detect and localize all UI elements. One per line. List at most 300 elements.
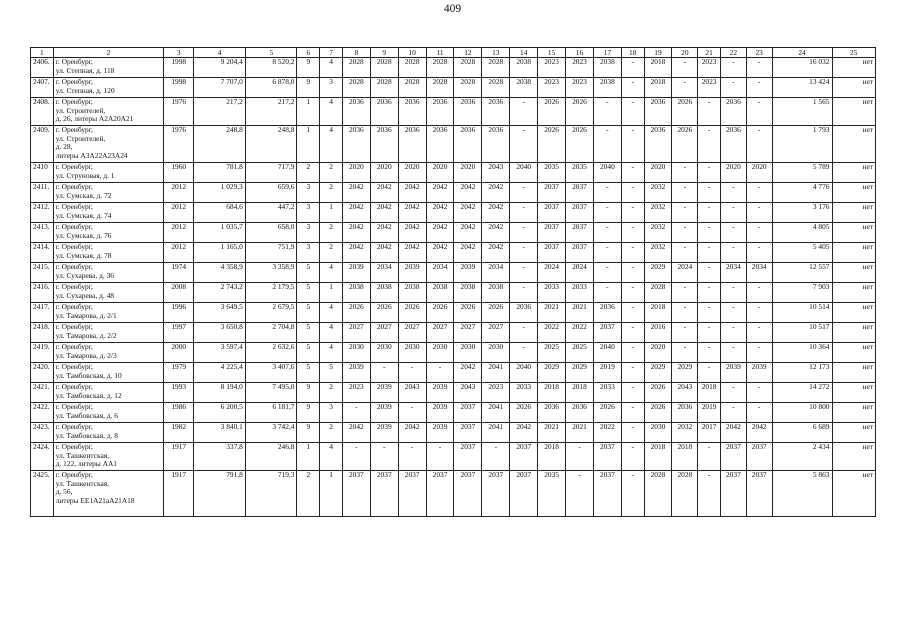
table-cell: 2038 bbox=[510, 58, 538, 78]
table-cell: 2026 bbox=[644, 383, 672, 403]
table-cell: 2030 bbox=[426, 343, 454, 363]
address-line: ул. Степная, д. 120 bbox=[55, 85, 115, 95]
table-cell: - bbox=[398, 403, 426, 423]
address-cell bbox=[53, 183, 164, 203]
table-cell: 5 789 bbox=[772, 163, 832, 183]
table-cell: - bbox=[672, 283, 698, 303]
table-cell: 719,3 bbox=[245, 471, 297, 517]
table-cell: 2 179,5 bbox=[245, 283, 297, 303]
table-cell: нет bbox=[832, 243, 876, 263]
table-cell: 4 bbox=[320, 343, 343, 363]
address-line: г. Оренбург, bbox=[55, 57, 93, 66]
table-cell: - bbox=[720, 343, 746, 363]
table-cell: - bbox=[698, 183, 721, 203]
table-cell: 2020 bbox=[720, 163, 746, 183]
table-cell: - bbox=[621, 303, 644, 323]
table-cell: 1976 bbox=[164, 126, 194, 163]
table-cell: нет bbox=[832, 126, 876, 163]
table-cell: 3 358,9 bbox=[245, 263, 297, 283]
table-cell: 2033 bbox=[593, 383, 621, 403]
table-cell: нет bbox=[832, 383, 876, 403]
table-cell: нет bbox=[832, 78, 876, 98]
address-cell bbox=[53, 78, 164, 98]
address-line: г. Оренбург, bbox=[55, 282, 93, 291]
table-cell: 2036 bbox=[454, 98, 482, 126]
table-cell: 2039 bbox=[370, 423, 398, 443]
address-cell bbox=[53, 203, 164, 223]
column-header: 3 bbox=[164, 48, 194, 58]
table-cell: 2036 bbox=[398, 126, 426, 163]
table-cell: 9 204,4 bbox=[194, 58, 246, 78]
table-cell: 658,0 bbox=[245, 223, 297, 243]
table-cell: - bbox=[698, 471, 721, 517]
table-cell: 7 495,0 bbox=[245, 383, 297, 403]
table-cell: 2012 bbox=[164, 223, 194, 243]
row-number-cell: 2422. bbox=[31, 403, 54, 423]
table-cell: 248,8 bbox=[194, 126, 246, 163]
table-cell: 2039 bbox=[426, 403, 454, 423]
table-cell: 2018 bbox=[538, 383, 566, 403]
address-line: ул. Струновая, д. 1 bbox=[55, 170, 115, 180]
table-cell: 2034 bbox=[482, 263, 510, 283]
table-cell: 10 364 bbox=[772, 343, 832, 363]
table-cell: 2028 bbox=[644, 283, 672, 303]
address-line: ул. Тамбовская, д. 8 bbox=[55, 430, 118, 440]
address-cell bbox=[53, 303, 164, 323]
table-cell: 5 bbox=[297, 323, 320, 343]
table-cell: 2032 bbox=[644, 183, 672, 203]
row-number-cell: 2411. bbox=[31, 183, 54, 203]
table-row bbox=[31, 223, 876, 243]
table-cell: - bbox=[398, 443, 426, 471]
table-cell: - bbox=[510, 126, 538, 163]
table-cell: 2028 bbox=[482, 78, 510, 98]
table-row bbox=[31, 126, 876, 163]
table-cell: 2026 bbox=[644, 403, 672, 423]
table-cell: - bbox=[510, 223, 538, 243]
table-cell: 4 225,4 bbox=[194, 363, 246, 383]
table-cell: - bbox=[698, 243, 721, 263]
table-cell: - bbox=[510, 98, 538, 126]
table-cell: - bbox=[621, 183, 644, 203]
table-cell: 2037 bbox=[454, 403, 482, 423]
table-cell: 2026 bbox=[672, 98, 698, 126]
table-cell: 2028 bbox=[672, 471, 698, 517]
table-cell: 2028 bbox=[426, 58, 454, 78]
row-number-cell: 2413. bbox=[31, 223, 54, 243]
table-cell: 2018 bbox=[644, 303, 672, 323]
table-cell: 2042 bbox=[482, 243, 510, 263]
table-cell: 2012 bbox=[164, 243, 194, 263]
table-cell: 3 649,5 bbox=[194, 303, 246, 323]
table-cell: - bbox=[426, 363, 454, 383]
column-header: 21 bbox=[698, 48, 721, 58]
table-cell: 2 bbox=[297, 163, 320, 183]
table-cell: 2 704,8 bbox=[245, 323, 297, 343]
table-cell: 5 bbox=[297, 283, 320, 303]
address-line: ул. Тамарова, д. 2/3 bbox=[55, 350, 117, 360]
table-cell: 2039 bbox=[370, 383, 398, 403]
table-cell: 9 bbox=[297, 383, 320, 403]
table-cell: 2026 bbox=[426, 303, 454, 323]
table-cell: - bbox=[746, 383, 772, 403]
table-cell: 248,8 bbox=[245, 126, 297, 163]
address-line: г. Оренбург, bbox=[55, 470, 93, 479]
table-cell: - bbox=[621, 443, 644, 471]
table-cell: 2042 bbox=[370, 243, 398, 263]
table-cell: 2026 bbox=[672, 126, 698, 163]
table-cell: 684,6 bbox=[194, 203, 246, 223]
table-cell: нет bbox=[832, 423, 876, 443]
table-cell: 5 bbox=[297, 343, 320, 363]
table-cell: 2042 bbox=[482, 223, 510, 243]
address-line: г. Оренбург, bbox=[55, 362, 93, 371]
table-cell: 2030 bbox=[482, 343, 510, 363]
table-cell: 2027 bbox=[454, 323, 482, 343]
table-cell: - bbox=[698, 443, 721, 471]
column-header: 10 bbox=[398, 48, 426, 58]
table-cell: 2026 bbox=[538, 126, 566, 163]
table-cell: 2038 bbox=[593, 58, 621, 78]
row-number-cell: 2424. bbox=[31, 443, 54, 471]
table-cell: 1998 bbox=[164, 58, 194, 78]
table-cell: 2043 bbox=[482, 163, 510, 183]
table-cell: - bbox=[593, 98, 621, 126]
table-cell: 2026 bbox=[370, 303, 398, 323]
table-cell: 2018 bbox=[698, 383, 721, 403]
table-cell: - bbox=[720, 243, 746, 263]
table-cell: - bbox=[672, 163, 698, 183]
table-cell: 2020 bbox=[454, 163, 482, 183]
column-header: 7 bbox=[320, 48, 343, 58]
table-cell: - bbox=[672, 323, 698, 343]
table-cell: 2037 bbox=[454, 423, 482, 443]
table-cell: 2043 bbox=[672, 383, 698, 403]
table-cell: 2036 bbox=[454, 126, 482, 163]
table-cell: 2028 bbox=[644, 471, 672, 517]
table-cell: 2042 bbox=[454, 203, 482, 223]
table-cell: 2034 bbox=[370, 263, 398, 283]
table-cell: 2038 bbox=[593, 78, 621, 98]
table-cell: нет bbox=[832, 323, 876, 343]
table-cell: 2037 bbox=[538, 203, 566, 223]
address-line: г. Оренбург, bbox=[55, 97, 93, 106]
table-cell: 1 029,3 bbox=[194, 183, 246, 203]
table-cell: 2012 bbox=[164, 183, 194, 203]
table-cell: 4 bbox=[320, 323, 343, 343]
table-cell: 2037 bbox=[566, 223, 594, 243]
table-cell: 2042 bbox=[482, 183, 510, 203]
column-header: 18 bbox=[621, 48, 644, 58]
table-cell: 2039 bbox=[370, 403, 398, 423]
table-cell: 1996 bbox=[164, 303, 194, 323]
address-cell bbox=[53, 383, 164, 403]
row-number-cell: 2417. bbox=[31, 303, 54, 323]
table-cell: 2039 bbox=[398, 263, 426, 283]
table-cell: 2000 bbox=[164, 343, 194, 363]
table-cell: 2023 bbox=[482, 383, 510, 403]
address-cell bbox=[53, 223, 164, 243]
table-cell: - bbox=[672, 78, 698, 98]
address-line: д. 56, bbox=[55, 487, 73, 497]
address-line: г. Оренбург, bbox=[55, 422, 93, 431]
table-cell: 6 200,5 bbox=[194, 403, 246, 423]
table-cell: 9 bbox=[297, 78, 320, 98]
table-cell: 2042 bbox=[342, 423, 370, 443]
table-cell: 2020 bbox=[342, 163, 370, 183]
table-cell: 2030 bbox=[342, 343, 370, 363]
page-number: 409 bbox=[443, 3, 462, 15]
table-cell: 2026 bbox=[566, 98, 594, 126]
table-cell: - bbox=[698, 126, 721, 163]
table-cell: - bbox=[746, 303, 772, 323]
table-cell: 2012 bbox=[164, 203, 194, 223]
column-header: 4 bbox=[194, 48, 246, 58]
address-line: г. Оренбург, bbox=[55, 242, 93, 251]
table-cell: 1 bbox=[320, 471, 343, 517]
table-cell: 3 597,4 bbox=[194, 343, 246, 363]
table-cell: - bbox=[672, 343, 698, 363]
table-cell: 1 bbox=[297, 443, 320, 471]
address-line: г. Оренбург, bbox=[55, 77, 93, 86]
table-cell: - bbox=[593, 223, 621, 243]
table-cell: 2043 bbox=[454, 383, 482, 403]
address-cell bbox=[53, 363, 164, 383]
address-line: ул. Тамбовская, д. 6 bbox=[55, 410, 118, 420]
table-cell: - bbox=[698, 343, 721, 363]
table-cell: 2019 bbox=[593, 363, 621, 383]
address-cell bbox=[53, 58, 164, 78]
table-cell: 5 bbox=[297, 263, 320, 283]
table-row bbox=[31, 383, 876, 403]
address-cell bbox=[53, 243, 164, 263]
table-cell: 2042 bbox=[398, 183, 426, 203]
table-cell: - bbox=[621, 78, 644, 98]
table-cell: - bbox=[672, 183, 698, 203]
table-cell: - bbox=[746, 78, 772, 98]
table-cell: 4 776 bbox=[772, 183, 832, 203]
table-row bbox=[31, 403, 876, 423]
table-cell: 717,9 bbox=[245, 163, 297, 183]
table-cell: 2042 bbox=[342, 243, 370, 263]
table-cell: 2020 bbox=[644, 343, 672, 363]
table-cell: 2036 bbox=[720, 126, 746, 163]
table-cell: 1 bbox=[320, 283, 343, 303]
table-cell: - bbox=[698, 203, 721, 223]
row-number-cell: 2406. bbox=[31, 58, 54, 78]
table-cell: 2042 bbox=[746, 423, 772, 443]
table-cell: 2037 bbox=[720, 471, 746, 517]
table-cell: 12 173 bbox=[772, 363, 832, 383]
table-cell: 2023 bbox=[538, 58, 566, 78]
table-cell: 2024 bbox=[672, 263, 698, 283]
table-cell: 2042 bbox=[426, 203, 454, 223]
table-cell: 2037 bbox=[510, 471, 538, 517]
table-cell: - bbox=[720, 203, 746, 223]
address-line: ул. Строителей, bbox=[55, 105, 106, 115]
table-cell: - bbox=[621, 58, 644, 78]
table-cell: 2028 bbox=[370, 58, 398, 78]
address-line: г. Оренбург, bbox=[55, 125, 93, 134]
table-cell: 2042 bbox=[398, 423, 426, 443]
address-line: г. Оренбург, bbox=[55, 382, 93, 391]
table-cell: 2035 bbox=[538, 163, 566, 183]
table-cell: 1979 bbox=[164, 363, 194, 383]
table-cell: 2 434 bbox=[772, 443, 832, 471]
table-cell: 2 bbox=[320, 243, 343, 263]
table-cell: 2 bbox=[297, 471, 320, 517]
table-cell: 8 194,0 bbox=[194, 383, 246, 403]
address-line: ул. Сумская, д. 74 bbox=[55, 210, 112, 220]
address-line: ул. Тамбовская, д. 10 bbox=[55, 370, 122, 380]
column-header: 2 bbox=[53, 48, 164, 58]
table-cell: 2042 bbox=[370, 203, 398, 223]
address-line: ул. Сумская, д. 72 bbox=[55, 190, 112, 200]
table-cell: - bbox=[621, 423, 644, 443]
table-cell: 2036 bbox=[566, 403, 594, 423]
table-cell: 2023 bbox=[538, 78, 566, 98]
table-cell: 3 bbox=[320, 78, 343, 98]
address-cell bbox=[53, 343, 164, 363]
table-cell: 1974 bbox=[164, 263, 194, 283]
table-cell: 2038 bbox=[510, 78, 538, 98]
table-cell: нет bbox=[832, 471, 876, 517]
table-cell: 2032 bbox=[644, 243, 672, 263]
table-cell: 2042 bbox=[398, 223, 426, 243]
table-cell: 2038 bbox=[426, 283, 454, 303]
table-cell: 2023 bbox=[566, 58, 594, 78]
table-row bbox=[31, 163, 876, 183]
table-cell: 2018 bbox=[644, 443, 672, 471]
table-row bbox=[31, 263, 876, 283]
table-cell: 2042 bbox=[454, 183, 482, 203]
table-cell: 2039 bbox=[746, 363, 772, 383]
table-cell: 2029 bbox=[644, 363, 672, 383]
table-row bbox=[31, 323, 876, 343]
table-cell: 2028 bbox=[426, 78, 454, 98]
table-cell: нет bbox=[832, 223, 876, 243]
table-cell: - bbox=[746, 98, 772, 126]
table-cell: 2037 bbox=[566, 203, 594, 223]
row-number-cell: 2423. bbox=[31, 423, 54, 443]
table-cell: 2040 bbox=[593, 343, 621, 363]
table-cell: нет bbox=[832, 98, 876, 126]
table-cell: 2020 bbox=[370, 163, 398, 183]
table-cell: 2022 bbox=[593, 423, 621, 443]
address-line: г. Оренбург, bbox=[55, 342, 93, 351]
row-number-cell: 2412. bbox=[31, 203, 54, 223]
table-cell: 2039 bbox=[720, 363, 746, 383]
table-row bbox=[31, 243, 876, 263]
table-cell: 2018 bbox=[644, 78, 672, 98]
table-row bbox=[31, 58, 876, 78]
table-cell: 2028 bbox=[454, 78, 482, 98]
table-row bbox=[31, 471, 876, 517]
table-cell: 2042 bbox=[454, 243, 482, 263]
table-cell: 2042 bbox=[454, 363, 482, 383]
table-cell: 2042 bbox=[398, 243, 426, 263]
table-cell: 2023 bbox=[698, 78, 721, 98]
table-cell: нет bbox=[832, 163, 876, 183]
address-cell bbox=[53, 126, 164, 163]
table-row bbox=[31, 303, 876, 323]
table-cell: 2034 bbox=[746, 263, 772, 283]
table-cell: 2024 bbox=[538, 263, 566, 283]
table-cell: 2042 bbox=[482, 203, 510, 223]
table-cell: - bbox=[720, 303, 746, 323]
table-cell: 2 bbox=[320, 383, 343, 403]
table-cell: - bbox=[746, 58, 772, 78]
table-cell: 2037 bbox=[593, 443, 621, 471]
table-cell: 1 165,0 bbox=[194, 243, 246, 263]
table-cell: - bbox=[593, 183, 621, 203]
table-cell: - bbox=[593, 126, 621, 163]
address-line: г. Оренбург, bbox=[55, 222, 93, 231]
table-cell: 2029 bbox=[566, 363, 594, 383]
table-cell: 2028 bbox=[342, 58, 370, 78]
table-cell: 2020 bbox=[644, 163, 672, 183]
table-cell: 2042 bbox=[454, 223, 482, 243]
table-cell: 2036 bbox=[482, 126, 510, 163]
table-cell: 2027 bbox=[426, 323, 454, 343]
row-number-cell: 2410 bbox=[31, 163, 54, 183]
table-cell: 2039 bbox=[342, 363, 370, 383]
table-row bbox=[31, 283, 876, 303]
table-cell: - bbox=[342, 403, 370, 423]
table-row bbox=[31, 203, 876, 223]
table-cell: 2038 bbox=[398, 283, 426, 303]
table-cell: 2037 bbox=[398, 471, 426, 517]
table-cell: 2036 bbox=[342, 98, 370, 126]
table-cell: 2036 bbox=[510, 303, 538, 323]
table-cell: 2 679,5 bbox=[245, 303, 297, 323]
address-line: г. Оренбург, bbox=[55, 262, 93, 271]
address-line: ул. Сухарева, д. 36 bbox=[55, 270, 114, 280]
table-cell: 2025 bbox=[566, 343, 594, 363]
table-cell: - bbox=[621, 163, 644, 183]
table-cell: - bbox=[672, 303, 698, 323]
table-cell: 2016 bbox=[644, 323, 672, 343]
table-cell: 2018 bbox=[644, 58, 672, 78]
table-cell: - bbox=[698, 283, 721, 303]
column-header: 12 bbox=[454, 48, 482, 58]
address-line: г. Оренбург, bbox=[55, 302, 93, 311]
table-cell: 2022 bbox=[538, 323, 566, 343]
table-cell: 1 035,7 bbox=[194, 223, 246, 243]
table-cell: 2037 bbox=[482, 471, 510, 517]
table-cell: 2039 bbox=[342, 263, 370, 283]
row-number-cell: 2425. bbox=[31, 471, 54, 517]
table-cell: - bbox=[621, 343, 644, 363]
table-cell: 1 bbox=[297, 98, 320, 126]
table-cell: - bbox=[621, 403, 644, 423]
address-line: д. 122, литеры АА1 bbox=[55, 459, 117, 469]
table-row bbox=[31, 183, 876, 203]
table-cell: 4 bbox=[320, 263, 343, 283]
table-cell: 2037 bbox=[566, 243, 594, 263]
table-cell: 2037 bbox=[593, 471, 621, 517]
table-cell: 2036 bbox=[644, 126, 672, 163]
table-cell: - bbox=[398, 363, 426, 383]
table-cell: 2028 bbox=[342, 78, 370, 98]
table-row bbox=[31, 98, 876, 126]
table-cell: - bbox=[510, 263, 538, 283]
table-cell: - bbox=[698, 163, 721, 183]
table-cell: 2021 bbox=[538, 303, 566, 323]
table-cell: 9 bbox=[297, 58, 320, 78]
table-cell: - bbox=[698, 323, 721, 343]
table-cell: 2042 bbox=[342, 223, 370, 243]
